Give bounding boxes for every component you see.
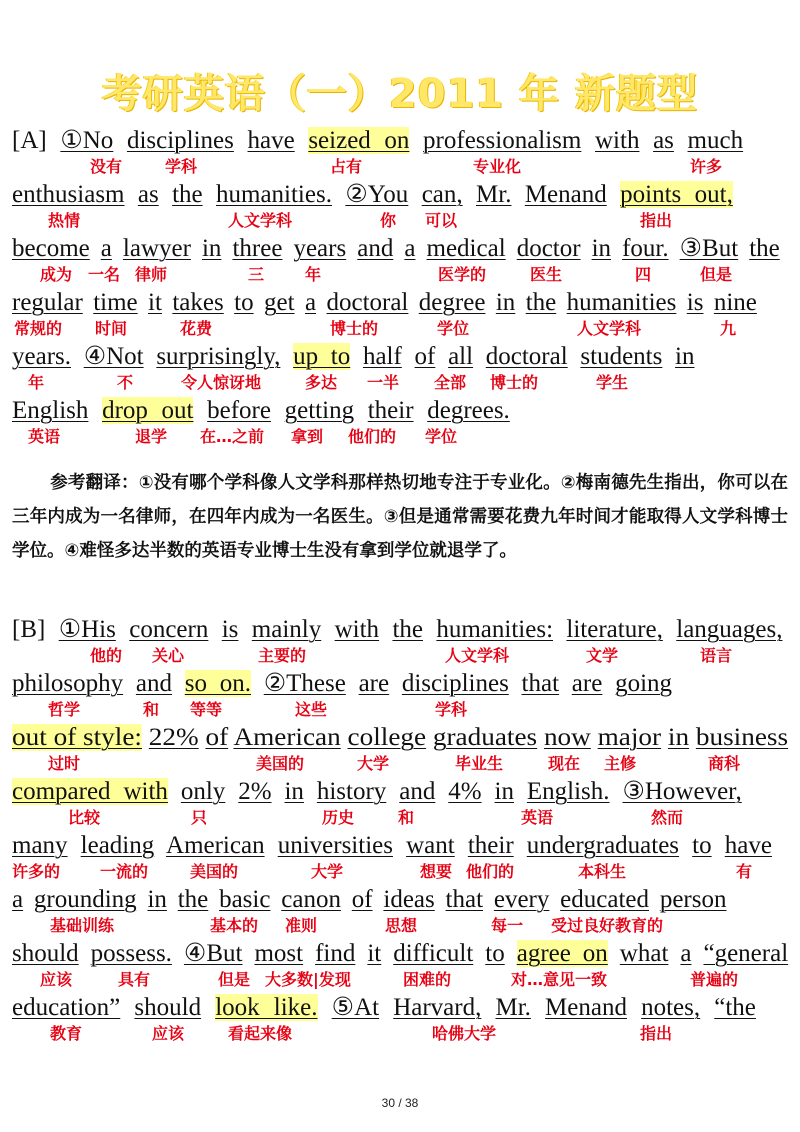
english-word: the xyxy=(177,886,209,913)
chinese-gloss: 美国的 xyxy=(256,754,305,773)
highlighted-phrase: points out, xyxy=(620,181,733,208)
english-word: possess. xyxy=(90,940,172,967)
chinese-gloss: 一半 xyxy=(367,373,400,392)
english-word: with xyxy=(334,616,380,643)
chinese-gloss: 他们的 xyxy=(348,427,397,446)
chinese-gloss: 和 xyxy=(398,808,415,827)
english-word: degrees. xyxy=(427,397,510,424)
chinese-gloss: 受过良好教育的 xyxy=(551,916,664,935)
english-word: [B] xyxy=(12,616,46,643)
english-word: getting xyxy=(284,397,355,424)
english-word: three xyxy=(232,235,283,262)
translation-A xyxy=(12,466,788,568)
english-word: get xyxy=(264,289,295,316)
chinese-gloss: 他的 xyxy=(90,646,123,665)
english-word: lawyer xyxy=(122,235,191,262)
chinese-gloss: 准则 xyxy=(285,916,318,935)
chinese-gloss: 医学的 xyxy=(438,265,487,284)
chinese-gloss: 许多的 xyxy=(12,862,61,881)
english-word: takes xyxy=(172,289,224,316)
english-word: before xyxy=(207,397,271,424)
english-word: to xyxy=(485,940,505,967)
english-line xyxy=(12,396,510,426)
english-word: grounding xyxy=(33,886,137,913)
english-word: English. xyxy=(526,778,610,805)
english-word: mainly xyxy=(251,616,322,643)
chinese-gloss: 学生 xyxy=(596,373,629,392)
english-word: Mr. xyxy=(495,994,531,1021)
english-word: as xyxy=(137,181,159,208)
english-word: want xyxy=(406,832,455,859)
chinese-gloss: 指出 xyxy=(640,211,673,230)
highlighted-phrase: compared with xyxy=(12,778,168,805)
english-word: become xyxy=(12,235,90,262)
english-word: 4% xyxy=(448,778,482,805)
english-word: students xyxy=(580,343,663,370)
chinese-gloss: 常规的 xyxy=(14,319,63,338)
english-word: of xyxy=(414,343,436,370)
chinese-gloss: 在…之前 xyxy=(200,427,265,446)
chinese-gloss: 应该 xyxy=(40,970,73,989)
highlighted-phrase: out of style: xyxy=(12,724,142,751)
chinese-gloss: 成为 xyxy=(40,265,73,284)
page-number: 30 / 38 xyxy=(381,1096,419,1110)
english-word: education” xyxy=(12,994,121,1021)
english-word: Menand xyxy=(524,181,607,208)
chinese-gloss: 想要 xyxy=(420,862,453,881)
english-word: concern xyxy=(129,616,209,643)
english-word: a xyxy=(404,235,416,262)
english-word: have xyxy=(724,832,772,859)
chinese-gloss: 关心 xyxy=(152,646,185,665)
english-word: all xyxy=(448,343,474,370)
english-word: canon xyxy=(281,886,341,913)
chinese-gloss: 美国的 xyxy=(190,862,239,881)
chinese-gloss: 具有 xyxy=(118,970,151,989)
chinese-gloss: 可以 xyxy=(425,211,458,230)
chinese-gloss: 人文学科 xyxy=(445,646,510,665)
chinese-gloss: 没有 xyxy=(90,157,123,176)
english-word: the xyxy=(172,181,203,208)
english-word: disciplines xyxy=(126,127,234,154)
chinese-gloss: 英语 xyxy=(521,808,554,827)
english-word: a xyxy=(12,886,24,913)
english-word: the xyxy=(392,616,423,643)
english-word: should xyxy=(12,940,79,967)
english-word: it xyxy=(148,289,162,316)
english-word: ①His xyxy=(58,616,116,643)
english-word: time xyxy=(93,289,138,316)
chinese-gloss: 他们的 xyxy=(466,862,515,881)
english-word: find xyxy=(315,940,356,967)
chinese-gloss: 大学 xyxy=(311,862,344,881)
english-word: ⑤At xyxy=(331,994,380,1021)
english-line xyxy=(12,180,733,210)
highlighted-phrase: agree on xyxy=(516,940,608,967)
english-word: degree xyxy=(418,289,486,316)
english-word: languages, xyxy=(676,616,783,643)
english-word: a xyxy=(100,235,112,262)
chinese-gloss: 博士的 xyxy=(490,373,539,392)
english-line xyxy=(12,939,788,969)
english-word: graduates xyxy=(432,724,538,751)
chinese-gloss: 一流的 xyxy=(100,862,149,881)
english-word: their xyxy=(467,832,514,859)
english-word: in xyxy=(284,778,304,805)
chinese-gloss: 每一 xyxy=(491,916,524,935)
chinese-gloss: 多达 xyxy=(305,373,338,392)
english-word: doctor xyxy=(516,235,581,262)
chinese-gloss: 基本的 xyxy=(210,916,259,935)
english-line xyxy=(12,723,788,753)
english-word: humanities. xyxy=(216,181,332,208)
english-word: ②These xyxy=(263,670,346,697)
english-word: only xyxy=(180,778,226,805)
chinese-gloss: 年 xyxy=(28,373,45,392)
english-word: and xyxy=(399,778,436,805)
english-word: in xyxy=(675,343,695,370)
english-word: it xyxy=(367,940,382,967)
chinese-gloss: 比较 xyxy=(68,808,101,827)
chinese-gloss: 不 xyxy=(117,373,134,392)
english-word: ③However, xyxy=(622,778,742,805)
chinese-gloss: 人文学科 xyxy=(577,319,642,338)
chinese-gloss: 但是 xyxy=(700,265,733,284)
english-word: four. xyxy=(622,235,669,262)
chinese-gloss: 大多数|发现 xyxy=(265,970,351,989)
english-word: are xyxy=(358,670,390,697)
chinese-gloss: 全部 xyxy=(434,373,467,392)
chinese-gloss: 医生 xyxy=(530,265,563,284)
english-word: ④Not xyxy=(83,343,144,370)
english-line xyxy=(12,831,772,861)
english-word: the xyxy=(749,235,780,262)
english-word: leading xyxy=(80,832,155,859)
english-word: American xyxy=(166,832,265,859)
chinese-gloss: 花费 xyxy=(180,319,213,338)
english-word: 22% xyxy=(148,724,199,751)
chinese-gloss: 普遍的 xyxy=(690,970,739,989)
chinese-gloss: 热情 xyxy=(48,211,81,230)
english-word: a xyxy=(304,289,317,316)
chinese-gloss: 这些 xyxy=(295,700,328,719)
english-word: should xyxy=(134,994,202,1021)
english-word: ①No xyxy=(60,127,114,154)
chinese-gloss: 过时 xyxy=(48,754,81,773)
english-word: in xyxy=(495,289,516,316)
chinese-gloss: 语言 xyxy=(700,646,733,665)
highlighted-phrase: look like. xyxy=(215,994,318,1021)
chinese-gloss: 看起来像 xyxy=(228,1024,293,1043)
english-word: going xyxy=(615,670,673,697)
english-word: ②You xyxy=(345,181,409,208)
chinese-gloss: 博士的 xyxy=(330,319,379,338)
chinese-gloss: 毕业生 xyxy=(455,754,504,773)
chinese-gloss: 基础训练 xyxy=(50,916,115,935)
english-word: in xyxy=(201,235,222,262)
chinese-gloss: 思想 xyxy=(385,916,418,935)
english-word: regular xyxy=(12,289,83,316)
english-word: disciplines xyxy=(401,670,509,697)
chinese-gloss: 和 xyxy=(143,700,160,719)
english-word: major xyxy=(597,724,662,751)
english-word: many xyxy=(12,832,68,859)
english-word: have xyxy=(247,127,295,154)
chinese-gloss: 人文学科 xyxy=(228,211,293,230)
chinese-gloss: 本科生 xyxy=(578,862,627,881)
english-line xyxy=(12,993,756,1023)
highlighted-phrase: so on. xyxy=(184,670,251,697)
chinese-gloss: 学位 xyxy=(437,319,470,338)
english-word: is xyxy=(221,616,239,643)
chinese-gloss: 困难的 xyxy=(403,970,452,989)
chinese-gloss: 占有 xyxy=(330,157,363,176)
english-line xyxy=(12,615,782,645)
english-word: and xyxy=(357,235,394,262)
chinese-gloss: 主要的 xyxy=(258,646,307,665)
english-word: can, xyxy=(421,181,463,208)
chinese-gloss: 令人惊讶地 xyxy=(181,373,262,392)
chinese-gloss: 学位 xyxy=(425,427,458,446)
english-word: college xyxy=(347,724,427,751)
english-word: half xyxy=(362,343,402,370)
english-word: and xyxy=(135,670,172,697)
english-word: ideas xyxy=(383,886,435,913)
chinese-gloss: 历史 xyxy=(322,808,355,827)
english-word: in xyxy=(494,778,514,805)
english-word: most xyxy=(254,940,304,967)
english-line xyxy=(12,126,743,156)
chinese-gloss: 英语 xyxy=(28,427,61,446)
english-word: undergraduates xyxy=(526,832,680,859)
chinese-gloss: 主修 xyxy=(604,754,637,773)
english-word: of xyxy=(351,886,373,913)
chinese-gloss: 然而 xyxy=(651,808,684,827)
english-word: now xyxy=(543,724,591,751)
english-word: are xyxy=(571,670,603,697)
english-word: is xyxy=(686,289,704,316)
english-word: professionalism xyxy=(423,127,582,154)
english-word: that xyxy=(445,886,484,913)
english-word: medical xyxy=(426,235,506,262)
english-word: philosophy xyxy=(12,670,124,697)
english-word: enthusiasm xyxy=(12,181,125,208)
english-word: 2% xyxy=(238,778,272,805)
english-line xyxy=(12,288,757,318)
translation-A-text: 参考翻译：①没有哪个学科像人文学科那样热切地专注于专业化。②梅南德先生指出，你可以在三年内成为一名律师，在四年内成为一名医生。③但是通常需要花费九年时间才能取得人文学科博士学位。④难怪多达半数的英语专业博士生没有拿到学位就退学了。 xyxy=(12,473,788,561)
chinese-gloss: 九 xyxy=(720,319,737,338)
chinese-gloss: 拿到 xyxy=(291,427,324,446)
highlighted-phrase: drop out xyxy=(102,397,194,424)
chinese-gloss: 律师 xyxy=(135,265,168,284)
english-word: American xyxy=(233,724,341,751)
chinese-gloss: 时间 xyxy=(95,319,128,338)
chinese-gloss: 哈佛大学 xyxy=(432,1024,497,1043)
english-word: in xyxy=(147,886,167,913)
english-word: nine xyxy=(713,289,757,316)
highlighted-phrase: up to xyxy=(293,343,351,370)
english-word: that xyxy=(521,670,560,697)
english-word: with xyxy=(595,127,640,154)
page-title: 考研英语（一）2011 年 新题型 xyxy=(101,71,699,117)
english-word: educated xyxy=(560,886,650,913)
english-word: basic xyxy=(219,886,271,913)
english-word: in xyxy=(591,235,612,262)
english-word: [A] xyxy=(12,127,47,154)
chinese-gloss: 但是 xyxy=(218,970,251,989)
english-line xyxy=(12,342,695,372)
english-word: as xyxy=(653,127,674,154)
english-word: to xyxy=(692,832,712,859)
english-word: Mr. xyxy=(476,181,512,208)
chinese-gloss: 哲学 xyxy=(48,700,81,719)
chinese-gloss: 等等 xyxy=(190,700,223,719)
chinese-gloss: 只 xyxy=(191,808,208,827)
english-word: Harvard, xyxy=(393,994,482,1021)
english-word: humanities: xyxy=(436,616,554,643)
chinese-gloss: 教育 xyxy=(50,1024,83,1043)
chinese-gloss: 三 xyxy=(248,265,265,284)
english-word: ③But xyxy=(679,235,739,262)
english-line xyxy=(12,885,726,915)
chinese-gloss: 你 xyxy=(380,211,397,230)
english-word: their xyxy=(367,397,414,424)
english-word: what xyxy=(619,940,669,967)
english-word: in xyxy=(667,724,690,751)
english-word: the xyxy=(525,289,557,316)
chinese-gloss: 指出 xyxy=(640,1024,673,1043)
english-word: business xyxy=(695,724,789,751)
english-word: “the xyxy=(714,994,756,1021)
english-word: English xyxy=(12,397,89,424)
english-word: universities xyxy=(277,832,393,859)
chinese-gloss: 退学 xyxy=(135,427,168,446)
highlighted-phrase: seized on xyxy=(308,127,410,154)
english-line xyxy=(12,777,742,807)
chinese-gloss: 学科 xyxy=(435,700,468,719)
chinese-gloss: 专业化 xyxy=(473,157,522,176)
english-word: doctoral xyxy=(485,343,568,370)
english-word: humanities xyxy=(566,289,677,316)
chinese-gloss: 一名 xyxy=(88,265,121,284)
chinese-gloss: 商科 xyxy=(708,754,741,773)
chinese-gloss: 四 xyxy=(635,265,652,284)
english-word: to xyxy=(234,289,254,316)
chinese-gloss: 年 xyxy=(305,265,322,284)
english-line xyxy=(12,669,672,699)
english-word: years xyxy=(293,235,347,262)
chinese-gloss: 文学 xyxy=(586,646,619,665)
english-line xyxy=(12,234,780,264)
chinese-gloss: 现在 xyxy=(548,754,581,773)
chinese-gloss: 有 xyxy=(736,862,753,881)
english-word: notes, xyxy=(641,994,701,1021)
english-word: person xyxy=(659,886,727,913)
chinese-gloss: 许多 xyxy=(690,157,723,176)
chinese-gloss: 应该 xyxy=(152,1024,185,1043)
chinese-gloss: 对…意见一致 xyxy=(511,970,608,989)
english-word: “general xyxy=(703,940,789,967)
english-word: Menand xyxy=(545,994,627,1021)
english-word: literature, xyxy=(566,616,663,643)
chinese-gloss: 学科 xyxy=(165,157,198,176)
chinese-gloss: 大学 xyxy=(357,754,390,773)
english-word: doctoral xyxy=(326,289,409,316)
english-word: years. xyxy=(12,343,71,370)
english-word: a xyxy=(680,940,692,967)
english-word: of xyxy=(205,724,229,751)
english-word: much xyxy=(687,127,744,154)
english-word: history xyxy=(316,778,387,805)
english-word: surprisingly, xyxy=(156,343,281,370)
english-word: every xyxy=(493,886,550,913)
english-word: difficult xyxy=(393,940,474,967)
english-word: ④But xyxy=(183,940,243,967)
